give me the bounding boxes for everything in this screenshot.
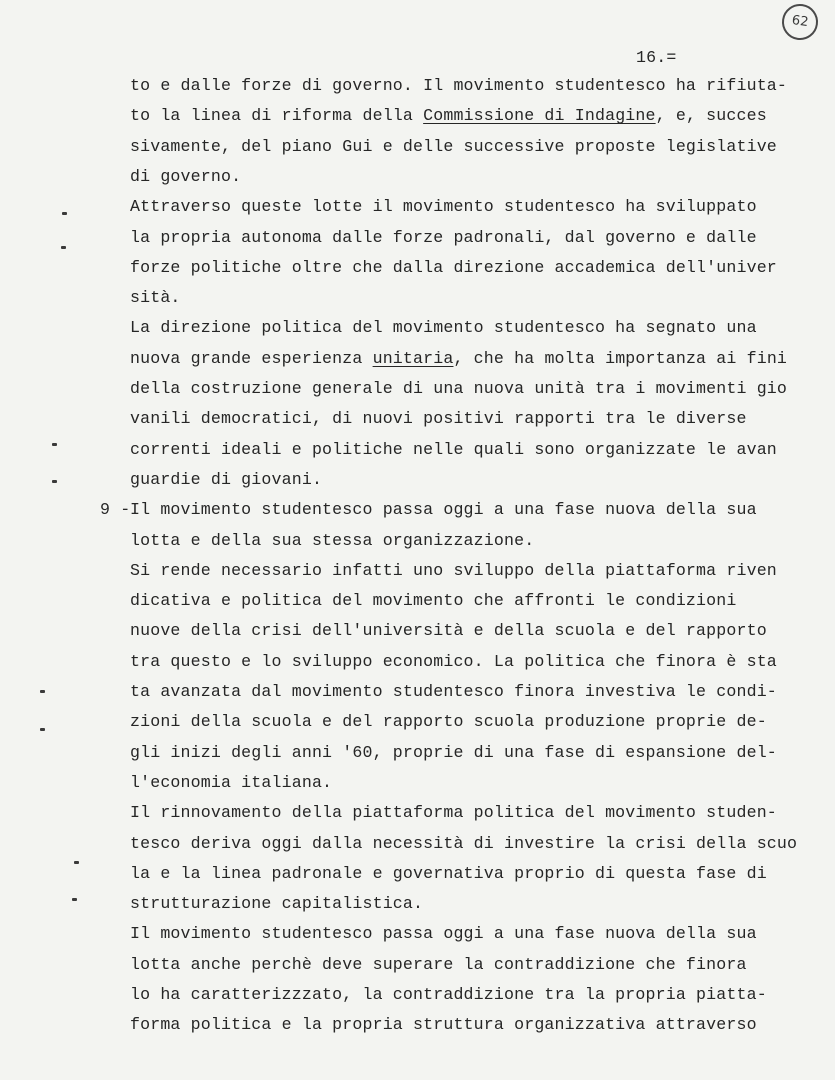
text-line bbox=[130, 318, 757, 337]
underlined-text: Commissione di Indagine bbox=[423, 106, 656, 126]
text-segment: della costruzione generale di una nuova unità tra i movimenti gio bbox=[130, 379, 788, 398]
text-segment: vanili democratici, di nuovi positivi rapporti tra le diverse bbox=[130, 409, 747, 429]
text-line bbox=[130, 834, 797, 853]
page-stamp: 62 bbox=[780, 2, 821, 43]
text-segment: di governo. bbox=[130, 166, 242, 186]
text-segment: la e la linea padronale e governativa proprio di questa fase di bbox=[130, 863, 767, 883]
text-line bbox=[130, 470, 322, 489]
text-line bbox=[130, 531, 534, 550]
text-segment: Attraverso queste lotte il movimento studentesco ha sviluppato bbox=[130, 197, 757, 217]
text-line bbox=[130, 409, 747, 428]
text-line bbox=[130, 621, 767, 640]
text-segment: Si rende necessario infatti uno sviluppo della piattaforma riven bbox=[130, 560, 777, 580]
text-line bbox=[130, 137, 777, 156]
text-line bbox=[130, 743, 777, 762]
text-line bbox=[130, 228, 757, 247]
text-segment: gli inizi degli anni '60, proprie di una fase di espansione del- bbox=[130, 742, 777, 762]
margin-mark bbox=[52, 480, 57, 483]
text-segment: nuova grande esperienza bbox=[130, 348, 373, 368]
text-segment: zioni della scuola e del rapporto scuola produzione proprie de- bbox=[130, 712, 767, 732]
text-segment: forma politica e la propria struttura organizzativa attraverso bbox=[130, 1015, 757, 1035]
text-segment: ta avanzata dal movimento studentesco finora investiva le condi- bbox=[130, 682, 777, 701]
text-segment: La direzione politica del movimento studentesco ha segnato una bbox=[130, 318, 757, 338]
text-segment: , che ha molta importanza ai fini bbox=[453, 348, 788, 368]
text-line bbox=[130, 106, 767, 125]
text-line bbox=[130, 258, 777, 277]
underlined-text: unitaria bbox=[372, 348, 454, 368]
margin-mark bbox=[40, 728, 45, 731]
text-line bbox=[130, 288, 181, 307]
text-segment: Il movimento studentesco passa oggi a una fase nuova della sua bbox=[130, 924, 757, 944]
paragraph-number: 9 - bbox=[100, 500, 131, 520]
text-segment: , e, succes bbox=[655, 106, 767, 126]
text-line bbox=[130, 985, 767, 1004]
text-segment: sivamente, del piano Gui e delle successive proposte legislative bbox=[130, 136, 777, 156]
margin-mark bbox=[40, 690, 45, 693]
text-line bbox=[130, 591, 736, 610]
text-line bbox=[130, 500, 757, 519]
text-line bbox=[130, 349, 787, 368]
text-segment: l'economia italiana. bbox=[130, 772, 333, 792]
margin-mark bbox=[52, 443, 57, 446]
text-line bbox=[130, 76, 787, 95]
text-segment: lotta anche perchè deve superare la contraddizione che finora bbox=[130, 954, 747, 974]
text-line bbox=[130, 1015, 757, 1034]
text-line bbox=[130, 440, 777, 459]
text-segment: la propria autonoma dalle forze padronali, dal governo e dalle bbox=[130, 227, 757, 247]
text-segment: sità. bbox=[130, 288, 181, 308]
text-segment: to la linea di riforma della bbox=[130, 106, 424, 126]
margin-mark bbox=[62, 212, 67, 215]
text-segment: strutturazione capitalistica. bbox=[130, 894, 424, 914]
margin-mark bbox=[74, 861, 79, 864]
text-segment: lo ha caratterizzzato, la contraddizione tra la propria piatta- bbox=[130, 985, 767, 1004]
text-line bbox=[130, 803, 777, 822]
text-segment: correnti ideali e politiche nelle quali sono organizzate le avan bbox=[130, 439, 777, 459]
margin-mark bbox=[72, 898, 77, 901]
text-segment: Il rinnovamento della piattaforma politica del movimento studen- bbox=[130, 803, 777, 823]
text-segment: to e dalle forze di governo. Il movimento studentesco ha rifiuta- bbox=[130, 76, 788, 95]
text-line bbox=[130, 864, 767, 883]
page-number: 16.= bbox=[636, 48, 677, 67]
text-line bbox=[130, 924, 757, 943]
text-segment: nuove della crisi dell'università e della scuola e del rapporto bbox=[130, 621, 767, 641]
text-line bbox=[130, 652, 777, 671]
text-line bbox=[130, 712, 767, 731]
text-line bbox=[130, 379, 787, 398]
text-line bbox=[130, 955, 747, 974]
text-line bbox=[130, 894, 423, 913]
text-line bbox=[130, 561, 777, 580]
margin-mark bbox=[61, 246, 66, 249]
text-line bbox=[130, 197, 757, 216]
text-segment: tesco deriva oggi dalla necessità di investire la crisi della scuo bbox=[130, 833, 798, 853]
text-line bbox=[130, 682, 777, 701]
text-segment: guardie di giovani. bbox=[130, 469, 323, 489]
text-segment: tra questo e lo sviluppo economico. La politica che finora è sta bbox=[130, 651, 777, 671]
text-segment: lotta e della sua stessa organizzazione. bbox=[130, 530, 535, 550]
text-segment: forze politiche oltre che dalla direzione accademica dell'univer bbox=[130, 257, 777, 277]
text-line bbox=[130, 167, 241, 186]
text-segment: Il movimento studentesco passa oggi a una fase nuova della sua bbox=[130, 500, 757, 520]
text-line bbox=[130, 773, 332, 792]
text-segment: dicativa e politica del movimento che affronti le condizioni bbox=[130, 591, 737, 611]
